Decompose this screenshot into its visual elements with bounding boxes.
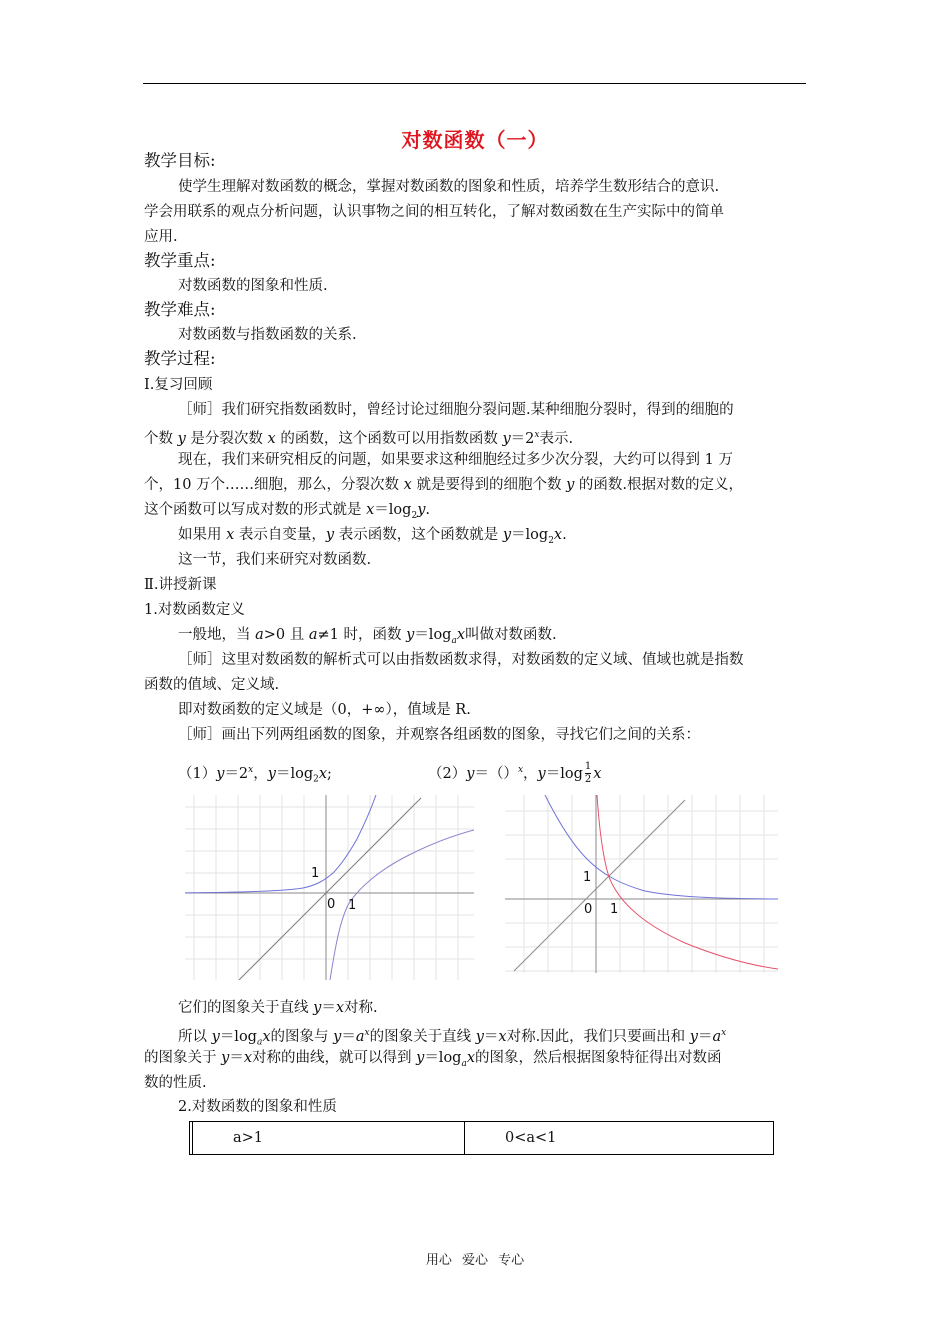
properties-table <box>189 1121 774 1155</box>
key-point-heading: 教学重点: <box>144 251 216 270</box>
definition-heading: 1.对数函数定义 <box>144 602 245 618</box>
graph-2-label-origin: 0 <box>584 902 593 917</box>
review-p3: 如果用 x 表示自变量，y 表示函数，这个函数就是 $y=\log_2x$. <box>178 527 567 546</box>
review-p2-line-1: 现在，我们来研究相反的问题，如果要求这种细胞经过多少次分裂，大约可以得到 1 万 <box>178 452 733 468</box>
process-heading: 教学过程: <box>144 349 216 368</box>
review-p4: 这一节，我们来研究对数函数. <box>178 552 372 568</box>
teacher-note-1-line-1: ［师］这里对数函数的解析式可以由指数函数求得，对数函数的定义域、值域也就是指数 <box>178 652 744 668</box>
difficulty-text: 对数函数与指数函数的关系. <box>178 327 357 343</box>
graph-2-label-y1: 1 <box>583 870 592 885</box>
graph-2-grid <box>505 795 778 973</box>
graph-2-curve-log-half <box>597 795 778 969</box>
definition-text: 一般地，当 a>0 且 a≠1 时，函数 $y=\log_ax$叫做对数函数. <box>178 627 557 646</box>
fraction-one-half: $\frac{1}{2}$ <box>584 761 592 786</box>
conclusion-line-3: 数的性质. <box>144 1075 207 1091</box>
review-heading: Ⅰ.复习回顾 <box>144 377 213 393</box>
table-header-a-between-0-1: 0<a<1 <box>465 1122 774 1155</box>
header-rule <box>143 83 806 84</box>
page-footer: 用心 爱心 专心 <box>425 1253 525 1268</box>
graph-1-label: $(1)y=2^x$，$y=\log_2x$; <box>178 765 332 785</box>
graph-2-label: （2）y＝（）$^x$，y＝log $\frac{1}{2}$ x <box>428 761 602 786</box>
conclusion-line-2: 的图象关于 y＝x对称的曲线，就可以得到 $y=\log_ax$的图象，然后根据图象特征得出对数函 <box>144 1050 722 1069</box>
difficulty-heading: 教学难点: <box>144 300 216 319</box>
graph-1-grid <box>185 795 474 980</box>
goals-line-1: 使学生理解对数函数的概念，掌握对数函数的图象和性质，培养学生数形结合的意识. <box>178 179 720 195</box>
review-p2-line-3: 这个函数可以写成对数的形式就是 $x=\log_2y$. <box>144 502 430 521</box>
key-point-text: 对数函数的图象和性质. <box>178 278 328 294</box>
conclusion-line-1: 所以 $y=\log_ax$的图象与 $y=a^x$的图象关于直线 y＝x对称.因此，我们只要画出和 $y=a^x$ <box>178 1028 727 1048</box>
document-title: 对数函数（一） <box>401 128 549 152</box>
table-header-a-greater-1: a>1 <box>193 1122 465 1155</box>
review-p1-line-1: ［师］我们研究指数函数时，曾经讨论过细胞分裂问题.某种细胞分裂时，得到的细胞的 <box>178 402 734 418</box>
review-p2-line-2: 个，10 万个……细胞，那么，分裂次数 x 就是要得到的细胞个数 y 的函数.根据对数的定义， <box>144 477 743 493</box>
graph-2 <box>505 795 778 973</box>
teacher-note-2: ［师］画出下列两组函数的图象，并观察各组函数的图象，寻找它们之间的关系： <box>178 727 700 743</box>
teacher-note-1-line-2: 函数的值域、定义域. <box>144 677 280 693</box>
goals-line-3: 应用. <box>144 229 178 245</box>
domain-range-text: 即对数函数的定义域是（0，+∞），值域是 R. <box>178 702 471 718</box>
goals-line-2: 学会用联系的观点分析问题，认识事物之间的相互转化，了解对数函数在生产实际中的简单 <box>144 204 724 220</box>
table-row <box>190 1122 774 1155</box>
graph-1-curve-exp <box>185 795 376 893</box>
graph-1-label-origin: 0 <box>327 897 336 912</box>
graph-1 <box>185 795 474 980</box>
graph-1-line-y-equals-x <box>239 798 421 980</box>
graph-2-label-x1: 1 <box>610 902 619 917</box>
graph-1-label-x1: 1 <box>348 898 357 913</box>
symmetry-text: 它们的图象关于直线 y＝x对称. <box>178 1000 378 1016</box>
goals-heading: 教学目标: <box>144 151 216 170</box>
newlesson-heading: Ⅱ.讲授新课 <box>144 577 217 593</box>
graph-properties-heading: 2.对数函数的图象和性质 <box>178 1099 337 1115</box>
review-p1-line-2: 个数 y 是分裂次数 x 的函数，这个函数可以用指数函数 $y=2^x$表示. <box>144 430 574 447</box>
graph-1-label-y1: 1 <box>311 866 320 881</box>
